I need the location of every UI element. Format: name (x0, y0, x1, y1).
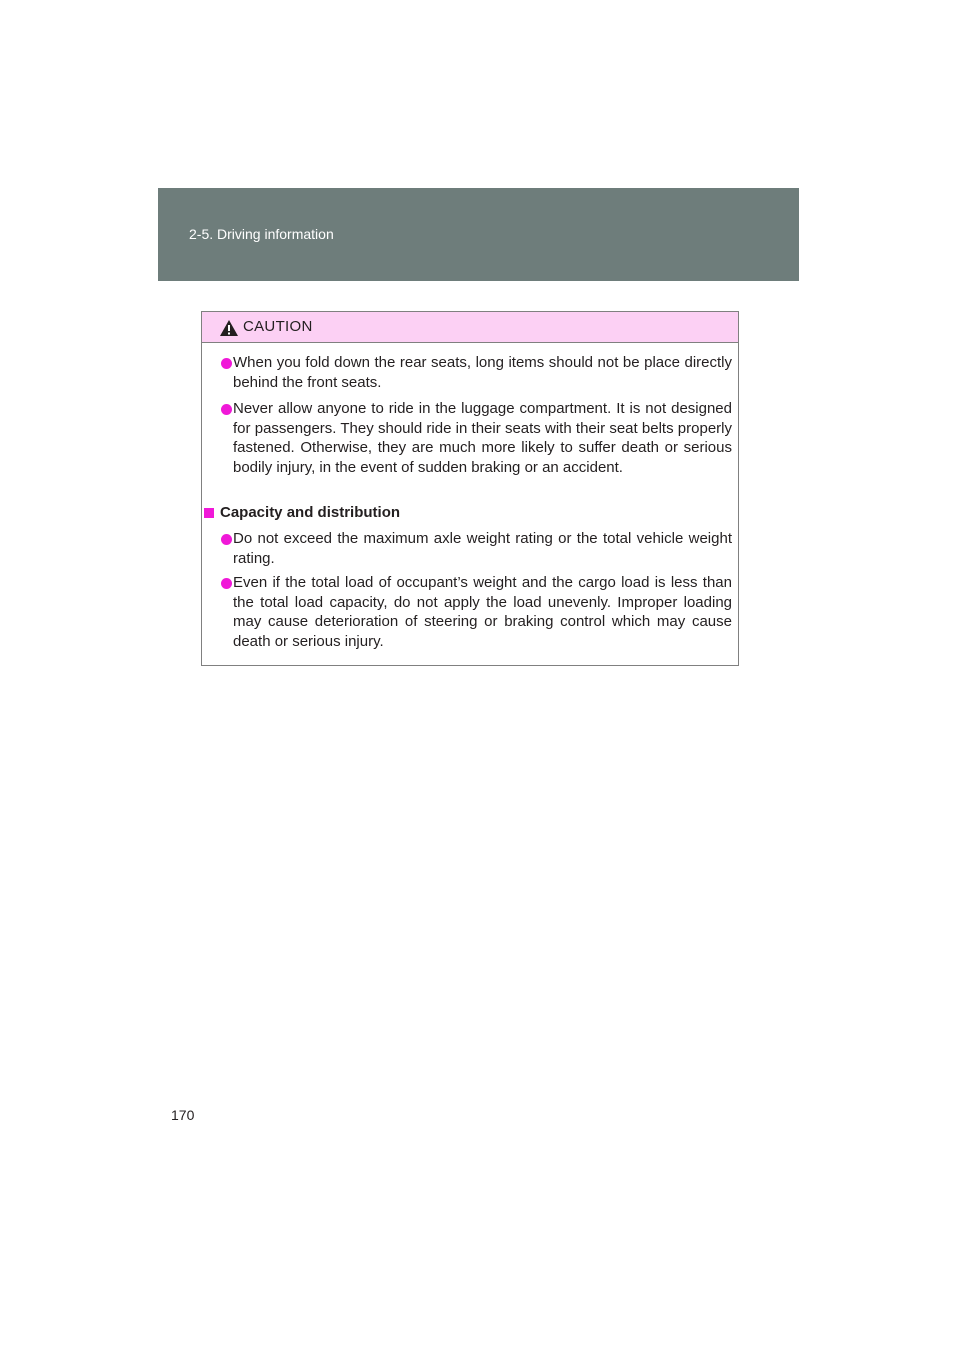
page-number: 170 (171, 1107, 195, 1123)
caution-label: CAUTION (243, 318, 313, 335)
bullet-icon (221, 578, 232, 589)
caution-item-text: Do not exceed the maximum axle weight rating or the total vehicle weight rating. (233, 530, 732, 567)
subsection-heading (220, 503, 400, 523)
caution-item (233, 529, 732, 568)
bullet-icon (221, 358, 232, 369)
section-header-bar (158, 188, 799, 281)
caution-item (233, 353, 732, 392)
caution-item (233, 399, 732, 477)
caution-item-text: When you fold down the rear seats, long items should not be place directly behind the front seats. (233, 354, 732, 391)
caution-item (233, 573, 732, 651)
square-bullet-icon (204, 508, 214, 518)
warning-triangle-icon (219, 319, 239, 337)
bullet-icon (221, 534, 232, 545)
caution-item-text: Even if the total load of occupant’s weight and the cargo load is less than the total load capacity, do not apply the load unevenly. Improper loading may cause deterioration of steering or braking control which may cause death or serious injury. (233, 574, 732, 650)
subsection-title: Capacity and distribution (220, 504, 401, 521)
caution-item-text: Never allow anyone to ride in the luggage compartment. It is not designed for passengers. They should ride in their seats with their seat belts properly fastened. Otherwise, they are much more likely to suffer death or serious bodily injury, in the event of sudden braking or an accident. (233, 400, 732, 476)
section-title: 2-5. Driving information (189, 226, 334, 242)
bullet-icon (221, 404, 232, 415)
caution-header (202, 312, 738, 343)
caution-box (201, 311, 739, 666)
